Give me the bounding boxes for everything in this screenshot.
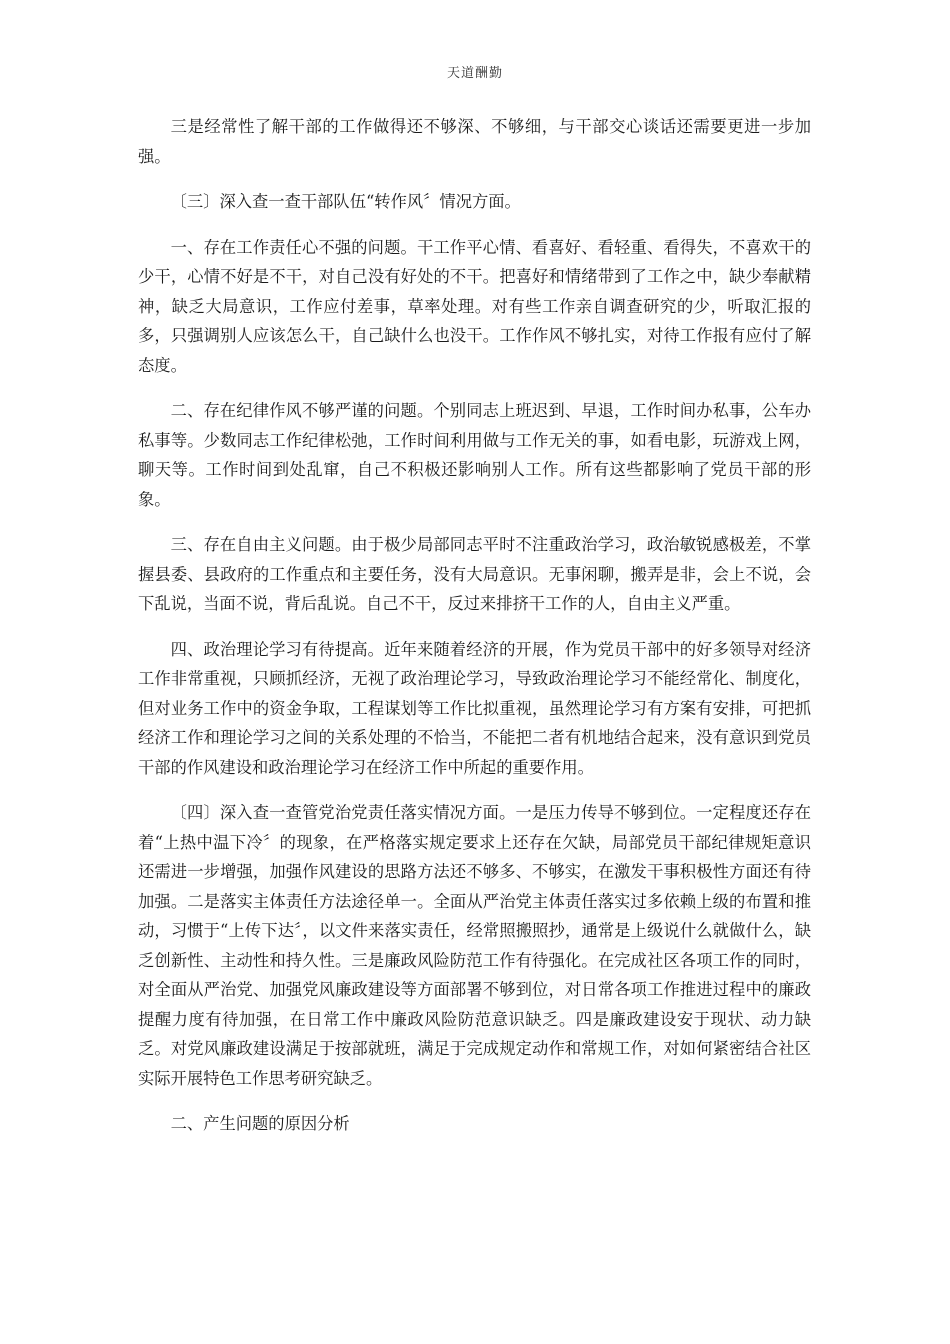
section-heading-work-style: 〔三〕深入查一查干部队伍“转作风〞情况方面。 [170, 192, 521, 211]
document-body [138, 112, 811, 1155]
section-heading-cause-analysis: 二、产生问题的原因分析 [170, 1114, 350, 1133]
paragraph-liberalism: 三、存在自由主义问题。由于极少局部同志平时不注重政治学习，政治敏锐感极差，不掌握县委、县政府的工作重点和主要任务，没有大局意识。无事闲聊，搬弄是非，会上不说，会下乱说，当面不说，背后乱说。自己不干，反过来排挤干工作的人，自由主义严重。 [138, 535, 811, 613]
paragraph-responsibility: 一、存在工作责任心不强的问题。干工作平心情、看喜好、看轻重、看得失，不喜欢干的少干，心情不好是不干，对自己没有好处的不干。把喜好和情绪带到了工作之中，缺少奉献精神，缺乏大局意识，工作应付差事，草率处理。对有些工作亲自调查研究的少，听取汇报的多，只强调别人应该怎么干，自己缺什么也没干。工作作风不够扎实，对待工作报有应付了解态度。 [138, 237, 811, 375]
paragraph-political-study: 四、政治理论学习有待提高。近年来随着经济的开展，作为党员干部中的好多领导对经济工作非常重视，只顾抓经济，无视了政治理论学习，导致政治理论学习不能经常化、制度化，但对业务工作中的资金争取，工程谋划等工作比拟重视，虽然理论学习有方案有安排，可把抓经济工作和理论学习之间的关系处理的不恰当，不能把二者有机地结合起来，没有意识到党员干部的作风建设和政治理论学习在经济工作中所起的重要作用。 [138, 639, 811, 777]
page-header: 天道酬勤 [446, 66, 503, 81]
paragraph-party-responsibility: 〔四〕深入查一查管党治党责任落实情况方面。一是压力传导不够到位。一定程度还存在着“上热中温下冷〞的现象，在严格落实规定要求上还存在欠缺，局部党员干部纪律规矩意识还需进一步增强，加强作风建设的思路方法还不够多、不够实，在激发干事积极性方面还有待加强。二是落实主体责任方法途径单一。全面从严治党主体责任落实过多依赖上级的布置和推动，习惯于“上传下达〞，以文件来落实责任，经常照搬照抄，通常是上级说什么就做什么，缺乏创新性、主动性和持久性。三是廉政风险防范工作有待强化。在完成社区各项工作的同时，对全面从严治党、加强党风廉政建设等方面部署不够到位，对日常各项工作推进过程中的廉政提醒力度有待加强，在日常工作中廉政风险防范意识缺乏。四是廉政建设安于现状、动力缺乏。对党风廉政建设满足于按部就班，满足于完成规定动作和常规工作，对如何紧密结合社区实际开展特色工作思考研究缺乏。 [138, 803, 811, 1088]
paragraph-cadre-understanding: 三是经常性了解干部的工作做得还不够深、不够细，与干部交心谈话还需要更进一步加强。 [138, 117, 811, 166]
paragraph-discipline: 二、存在纪律作风不够严谨的问题。个别同志上班迟到、早退，工作时间办私事，公车办私事等。少数同志工作纪律松弛，工作时间利用做与工作无关的事，如看电影，玩游戏上网，聊天等。工作时间到处乱窜，自己不积极还影响别人工作。所有这些都影响了党员干部的形象。 [138, 401, 811, 509]
